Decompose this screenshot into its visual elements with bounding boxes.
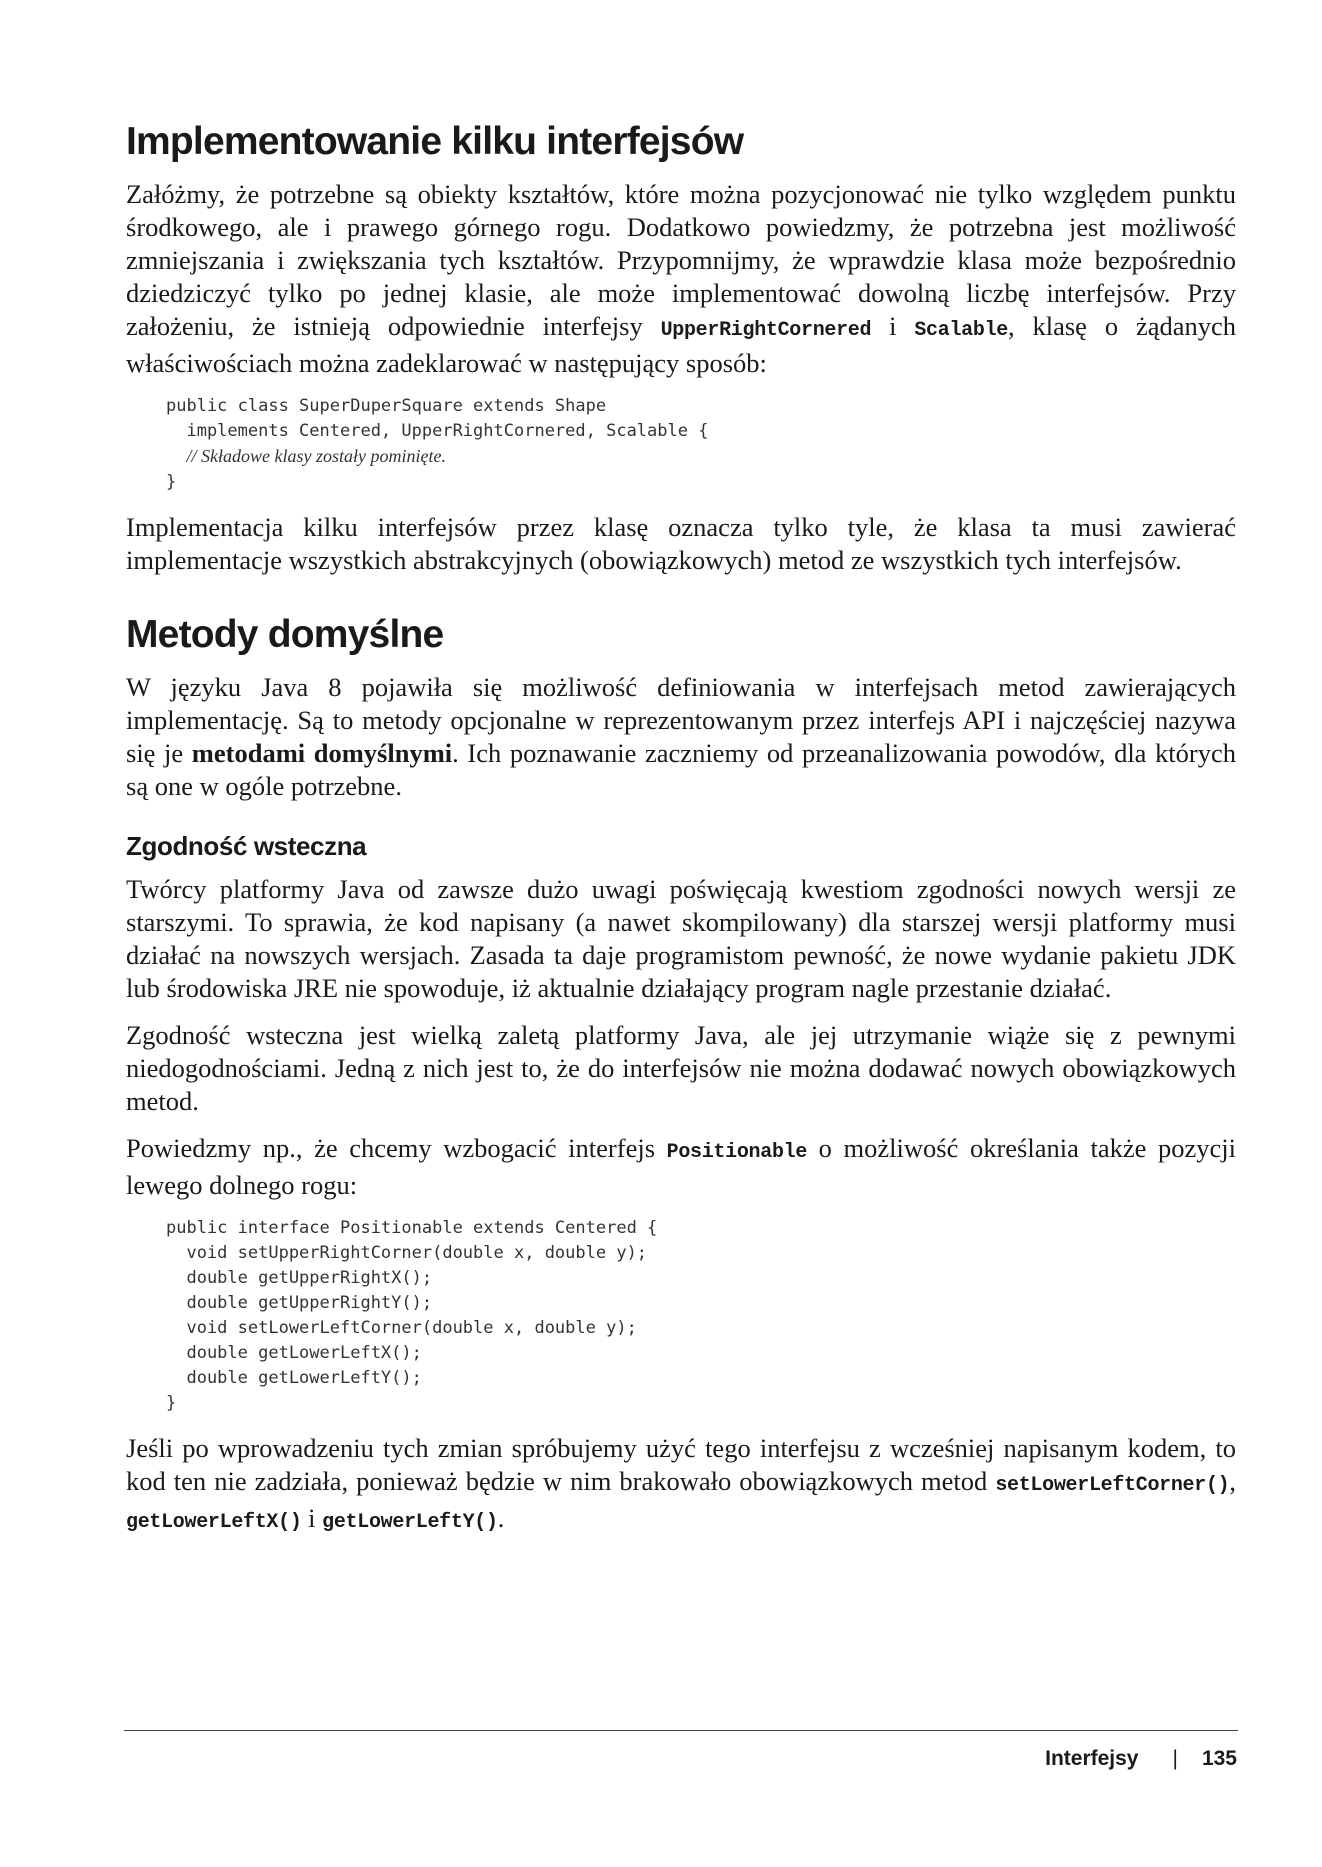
page-number: 135 <box>1201 1747 1237 1770</box>
code-block-positionable-interface: public interface Positionable extends Centered { void setUpperRightCorner(double x, double y); double getUpperRightX(); double getUpperRightY(); void setLowerLeftCorner(double x, double y); double getLowerLeftX(); double getLowerLeftY(); } <box>166 1218 658 1413</box>
text-run: i <box>871 311 915 341</box>
paragraph-default-methods-intro <box>126 671 1236 803</box>
text-run: W języku Java 8 pojawiła się możliwość definiowania w interfejsach metod zawierających implementację. Są to metody opcjonalne w reprezentowanym przez interfejs API i najczęściej nazywa się je <box>126 672 1236 768</box>
inline-code: getLowerLeftX() <box>126 1511 302 1534</box>
inline-code: getLowerLeftY() <box>322 1511 498 1534</box>
code-line: implements Centered, UpperRightCornered, Scalable { <box>166 421 709 441</box>
paragraph-implementation-note: Implementacja kilku interfejsów przez klasę oznacza tylko tyle, że klasa ta musi zawierać implementacje wszystkich abstrakcyjnych (obowiązkowych) metod ze wszystkich tych interfejsów. <box>126 512 1236 575</box>
paragraph-backward-compat-2: Zgodność wsteczna jest wielką zaletą platformy Java, ale jej utrzymanie wiąże się z pewnymi niedogodnościami. Jedną z nich jest to, że do interfejsów nie można dodawać nowych obowiązkowych metod. <box>126 1020 1236 1116</box>
code-indent <box>166 447 186 467</box>
inline-code: UpperRightCornered <box>660 319 872 342</box>
paragraph-conclusion <box>126 1432 1236 1539</box>
bold-term: metodami domyślnymi <box>191 738 453 768</box>
footer-separator: | <box>1172 1747 1178 1770</box>
footer-chapter-title: Interfejsy <box>1045 1747 1139 1770</box>
text-run: i <box>301 1503 323 1533</box>
page-content <box>126 118 1236 1553</box>
text-run: Załóżmy, że potrzebne są obiekty kształtów, które można pozycjonować nie tylko względem punktu środkowego, ale i prawego górnego rogu. Dodatkowo powiedzmy, że potrzebna jest możliwość zmniejszania i zwiększania tych kształtów. Przypomnijmy, że wprawdzie klasa może bezpośrednio dziedziczyć tylko po jednej klasie, ale może implementować dowolną liczbę interfejsów. Przy założeniu, że istnieją odpowiednie interfejsy <box>126 179 1236 341</box>
text-run: , <box>1229 1466 1236 1496</box>
inline-code: Scalable <box>914 319 1008 342</box>
inline-code: Positionable <box>666 1141 808 1164</box>
inline-code: setLowerLeftCorner() <box>995 1474 1230 1497</box>
page-footer <box>1045 1747 1237 1771</box>
code-line: } <box>166 472 177 492</box>
footer-divider <box>124 1730 1238 1731</box>
text-run: Jeśli po wprowadzeniu tych zmian spróbujemy użyć tego interfejsu z wcześniej napisanym kodem, to kod ten nie zadziała, ponieważ będzie w nim brakowało obowiązkowych metod <box>126 1433 1236 1496</box>
paragraph-positionable-example <box>126 1132 1236 1202</box>
code-line: public class SuperDuperSquare extends Shape <box>166 396 607 416</box>
section-heading-default-methods: Metody domyślne <box>126 613 444 656</box>
text-run: o możliwość określania także pozycji lewego dolnego rogu: <box>126 1133 1237 1200</box>
paragraph-intro <box>126 178 1236 380</box>
code-comment: // Składowe klasy zostały pominięte. <box>186 446 446 466</box>
section-heading-multiple-interfaces: Implementowanie kilku interfejsów <box>126 120 744 163</box>
text-run: . Ich poznawanie zaczniemy od przeanalizowania powodów, dla których są one w ogóle potrzebne. <box>126 738 1237 801</box>
subsection-heading-backward-compat: Zgodność wsteczna <box>126 831 367 861</box>
paragraph-backward-compat-1: Twórcy platformy Java od zawsze dużo uwagi poświęcają kwestiom zgodności nowych wersji ze starszymi. To sprawia, że kod napisany (a nawet skompilowany) dla starszej wersji platformy musi działać na nowszych wersjach. Zasada ta daje programistom pewność, że nowe wydanie pakietu JDK lub środowiska JRE nie spowoduje, iż aktualnie działający program nagle przestanie działać. <box>126 874 1236 1003</box>
text-run: . <box>497 1503 505 1533</box>
text-run: Powiedzmy np., że chcemy wzbogacić interfejs <box>126 1133 667 1163</box>
code-block-class-declaration <box>166 394 1236 495</box>
text-run: , klasę o żądanych właściwościach można zadeklarować w następujący sposób: <box>126 311 1237 378</box>
